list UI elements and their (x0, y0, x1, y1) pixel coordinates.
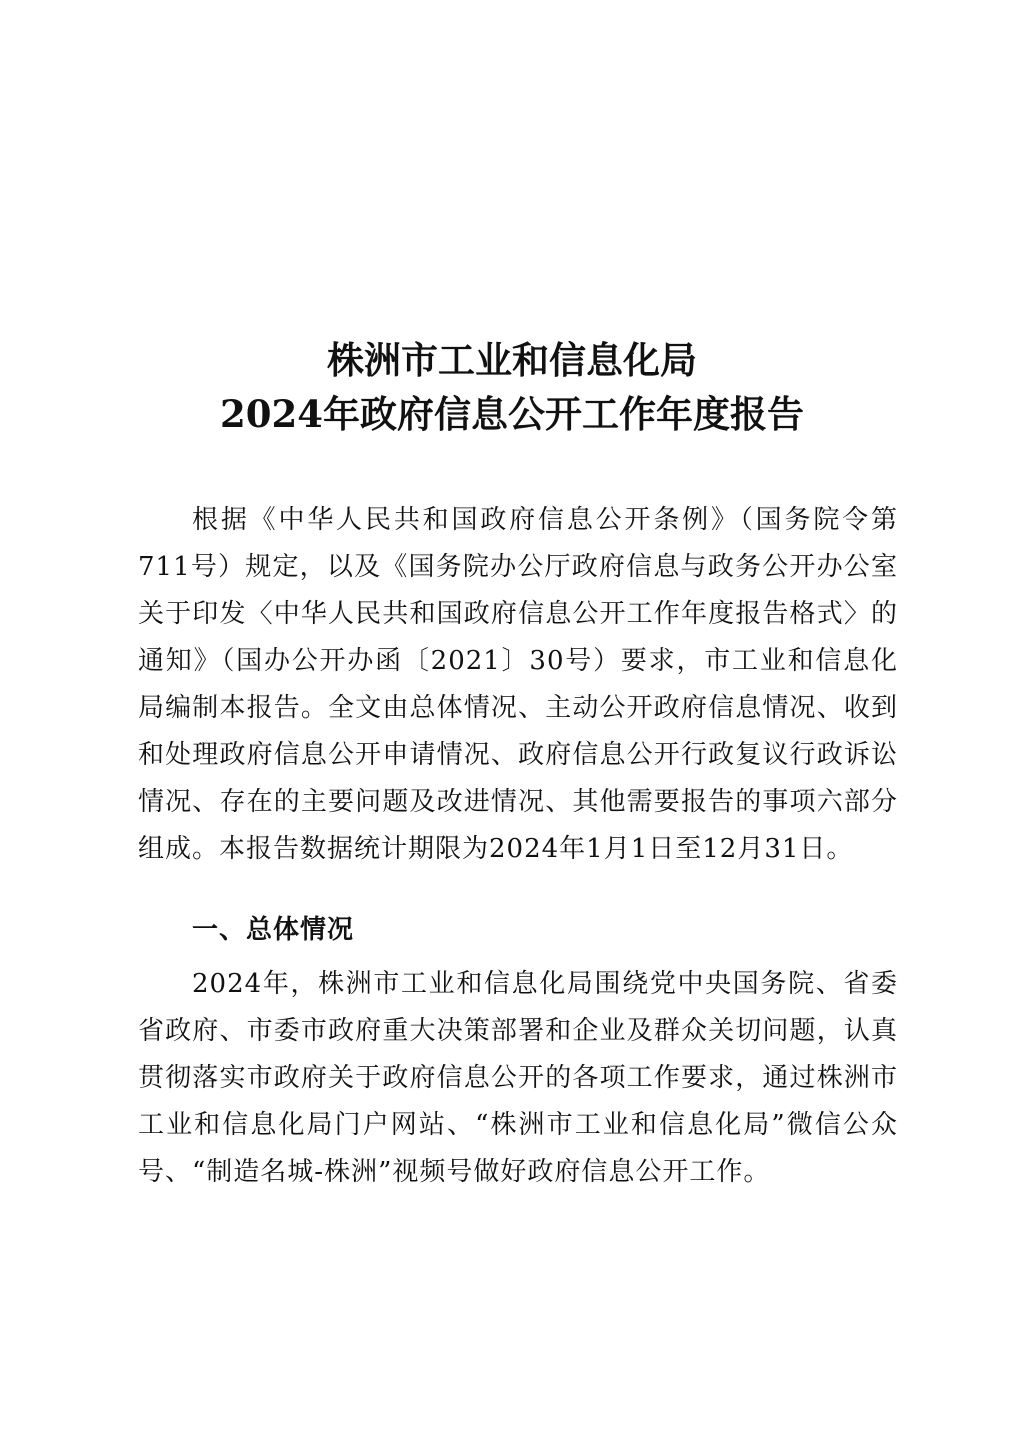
overview-paragraph: 2024年，株洲市工业和信息化局围绕党中央国务院、省委省政府、市委市政府重大决策部署和企业及群众关切问题，认真贯彻落实市政府关于政府信息公开的各项工作要求，通过株洲市工业和信息化局门户网站、“株洲市工业和信息化局”微信公众号、“制造名城-株洲”视频号做好政府信息公开工作。 (138, 969, 898, 1187)
intro-paragraph: 根据《中华人民共和国政府信息公开条例》（国务院令第711号）规定，以及《国务院办公厅政府信息与政务公开办公室关于印发〈中华人民共和国政府信息公开工作年度报告格式〉的通知》（国办公开办函〔2021〕30号）要求，市工业和信息化局编制本报告。全文由总体情况、主动公开政府信息情况、收到和处理政府信息公开申请情况、政府信息公开行政复议行政诉讼情况、存在的主要问题及改进情况、其他需要报告的事项六部分组成。本报告数据统计期限为2024年1月1日至12月31日。 (138, 505, 898, 864)
report-title-line2: 2024年政府信息公开工作年度报告 (220, 392, 804, 436)
section-heading-overview: 一、总体情况 (192, 915, 355, 945)
report-title-line1: 株洲市工业和信息化局 (327, 338, 697, 382)
